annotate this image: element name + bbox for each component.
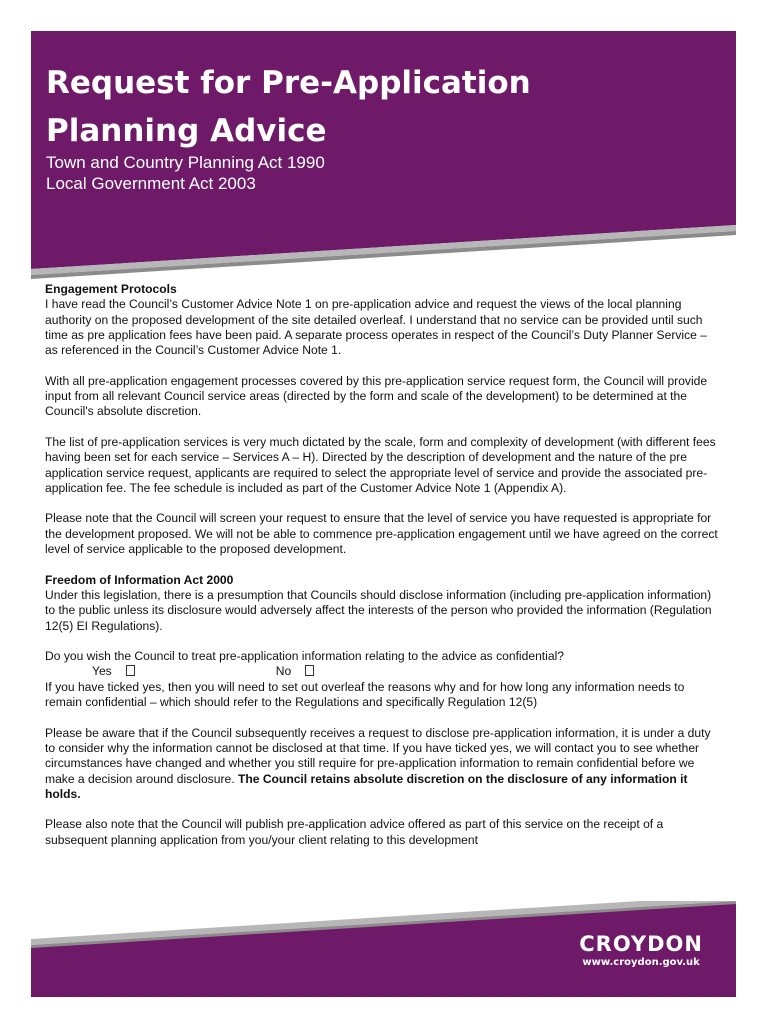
title-line-1: Request for Pre-Application [46, 65, 531, 101]
document-page [31, 31, 736, 997]
engagement-heading: Engagement Protocols [45, 282, 177, 296]
logo-name: CROYDON [579, 932, 703, 956]
engagement-paragraph-3: The list of pre-application services is very much dictated by the scale, form and complexity of development (with different fees having been set for each service – Services A – H). Directed by the description of development and the nature of the pre application service request, applicants are required to select the appropriate level of service and provide the associated pre-application fee. The fee schedule is included as part of the Customer Advice Note 1 (Appendix A). [45, 434, 716, 495]
foi-paragraph-3-bold: The Council retains absolute discretion on the disclosure of any information it holds. [45, 771, 688, 801]
page-title [46, 59, 706, 155]
croydon-logo [579, 932, 703, 969]
no-checkbox[interactable] [305, 665, 314, 676]
subtitle-line-1: Town and Country Planning Act 1990 [46, 153, 325, 172]
no-label: No [275, 664, 292, 679]
engagement-paragraph-1: I have read the Council’s Customer Advice Note 1 on pre-application advice and request the views of the local planning authority on the proposed development of the site detailed overleaf. I understand that no service can be provided until such time as pre application fees have been paid. A separate process operates in respect of the Council’s Duty Planner Service – as referenced in the Council’s Customer Advice Note 1. [45, 297, 707, 358]
engagement-paragraph-4: Please note that the Council will screen your request to ensure that the level of service you have requested is appropriate for the development proposed. We will not be able to commence pre-application engagement until we have agreed on the correct level of service applicable to the proposed development. [45, 511, 718, 557]
foi-paragraph-3-text: Please be aware that if the Council subsequently receives a request to disclose pre-application information, it is under a duty to consider why the information cannot be disclosed at that time. If you have ticked yes, we will contact you to see whether circumstances have changed and whether you still require for pre-application information to remain confidential before we make a decision around disclosure. [45, 725, 711, 786]
subtitle-line-2: Local Government Act 2003 [46, 174, 256, 193]
confidential-options [45, 664, 723, 679]
logo-url: www.croydon.gov.uk [582, 957, 700, 968]
engagement-paragraph-2: With all pre-application engagement processes covered by this pre-application service request form, the Council will provide input from all relevant Council service areas (directed by the form and scale of the development) to be determined at the Council's absolute discretion. [45, 373, 708, 419]
page-subtitle [46, 152, 325, 194]
foi-paragraph-4: Please also note that the Council will publish pre-application advice offered as part of this service on the receipt of a subsequent planning application from you/your client relating to this development [45, 817, 664, 847]
foi-paragraph-2: If you have ticked yes, then you will need to set out overleaf the reasons why and for how long any information needs to remain confidential – which should refer to the Regulations and specifically Regulation 12(5) [45, 679, 685, 710]
title-line-2: Planning Advice [46, 113, 327, 149]
foi-heading: Freedom of Information Act 2000 [45, 572, 234, 587]
yes-checkbox[interactable] [126, 665, 135, 676]
foi-paragraph-3 [45, 726, 723, 802]
foi-paragraph-1: Under this legislation, there is a presumption that Councils should disclose information (including pre-application information) to the public unless its disclosure would adversely affect the interests of the person who provided the information (Regulation 12(5) EI Regulations). [45, 587, 712, 633]
yes-label: Yes [92, 664, 112, 679]
body-content [45, 282, 723, 848]
confidential-question: Do you wish the Council to treat pre-application information relating to the advice as confidential? [45, 649, 564, 664]
